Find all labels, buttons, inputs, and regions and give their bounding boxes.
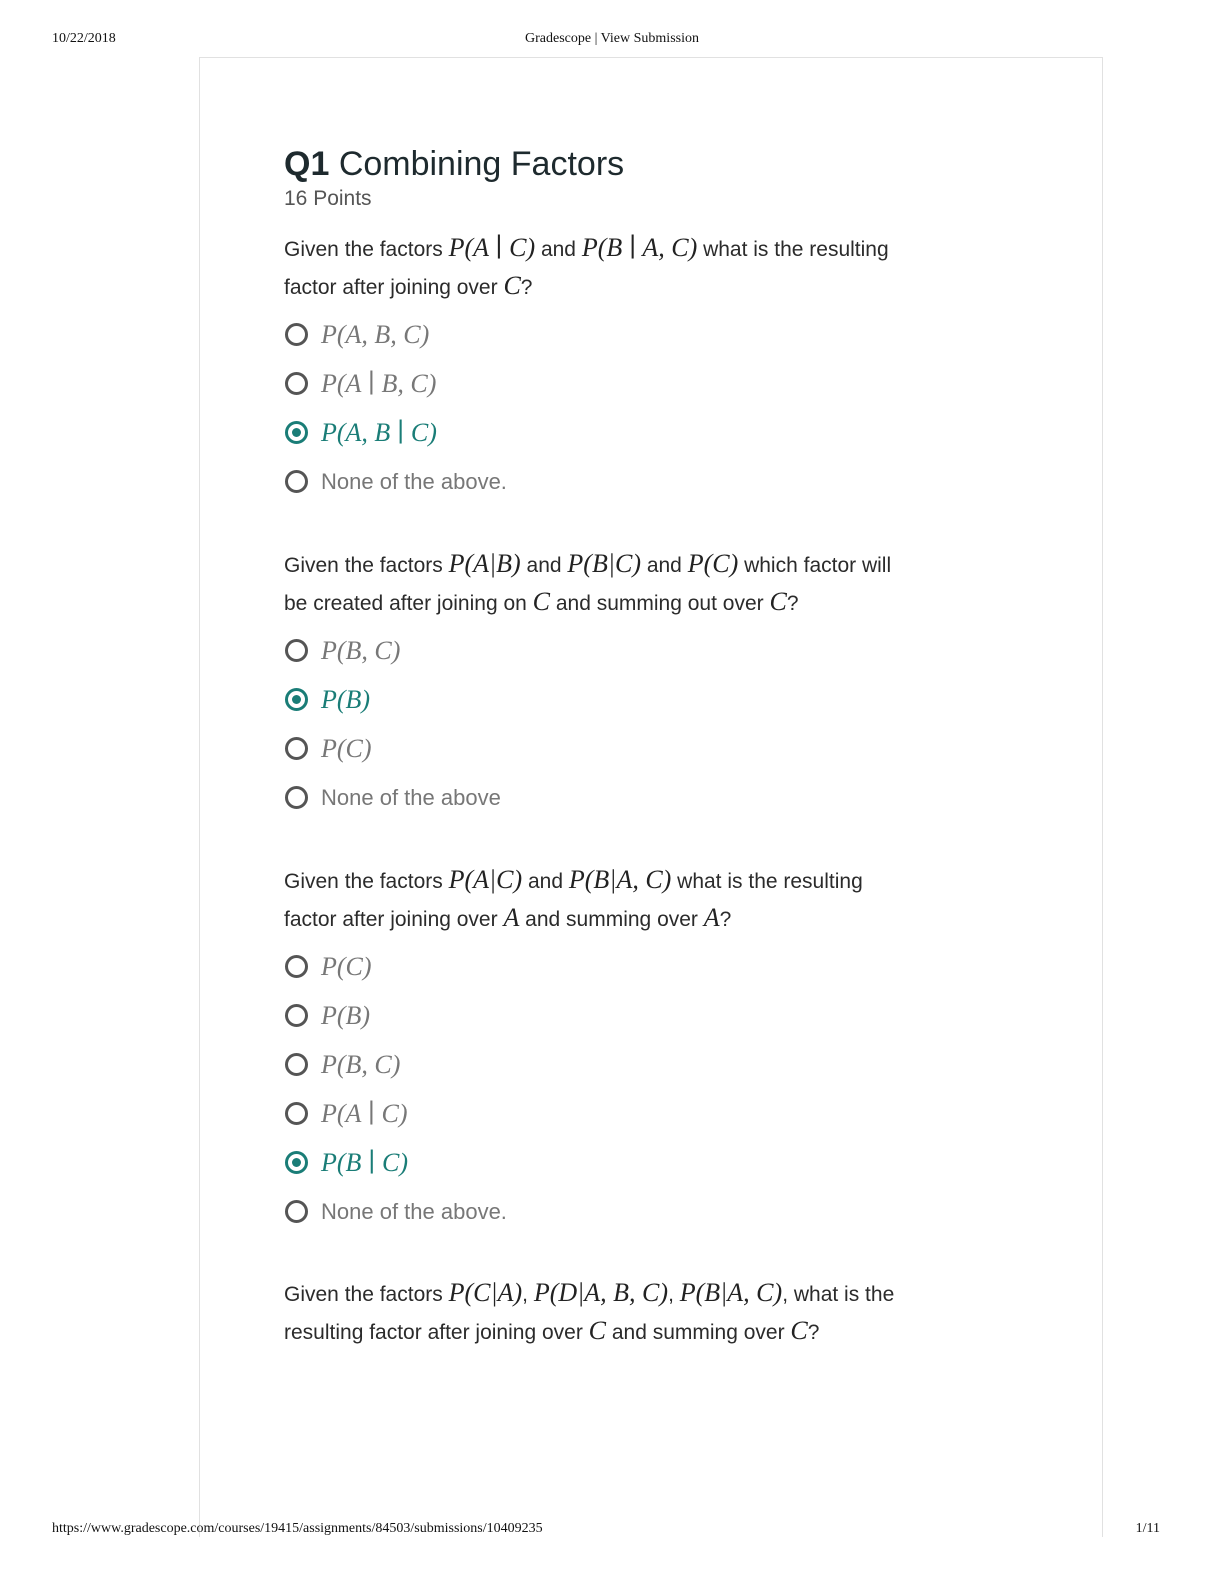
option-label: P(B, C) (321, 1049, 401, 1079)
print-header (0, 31, 1224, 51)
answer-option[interactable] (284, 942, 1024, 991)
print-title: Gradescope | View Submission (525, 31, 699, 46)
option-label: P(B, C) (321, 635, 401, 665)
prompt-text: and (640, 554, 688, 577)
radio-empty-icon[interactable] (285, 1004, 308, 1027)
prompt-text: ? (786, 592, 799, 615)
option-label: P(B) (321, 684, 371, 714)
prompt-text: ? (719, 908, 732, 931)
radio-filled-icon[interactable] (285, 1151, 308, 1174)
prompt-math: P(A|B) (448, 549, 521, 578)
prompt-math: P(B|A, C) (679, 1278, 783, 1307)
option-label: P(A ∣ C) (321, 1098, 408, 1128)
radio-empty-icon[interactable] (285, 639, 308, 662)
radio-empty-icon[interactable] (285, 955, 308, 978)
print-date: 10/22/2018 (52, 31, 116, 46)
prompt-math: P(D|A, B, C) (533, 1278, 669, 1307)
answer-option[interactable] (284, 724, 1024, 773)
prompt-text: factor after joining over (284, 908, 504, 931)
option-label: P(A, B, C) (321, 319, 430, 349)
radio-empty-icon[interactable] (285, 737, 308, 760)
answer-option[interactable] (284, 457, 1024, 506)
answer-option[interactable] (284, 1040, 1024, 1089)
radio-empty-icon[interactable] (285, 1102, 308, 1125)
radio-empty-icon[interactable] (285, 372, 308, 395)
prompt-text: and (522, 870, 569, 893)
prompt-text: be created after joining on (284, 592, 533, 615)
radio-empty-icon[interactable] (285, 323, 308, 346)
submission-card (199, 57, 1103, 1537)
prompt-math: C (790, 1316, 808, 1345)
prompt-math: C (588, 1316, 606, 1345)
answer-option[interactable] (284, 359, 1024, 408)
question-part-1 (284, 230, 1024, 506)
option-label: None of the above. (321, 468, 507, 494)
prompt-text: Given the factors (284, 870, 449, 893)
answer-option[interactable] (284, 310, 1024, 359)
print-url: https://www.gradescope.com/courses/19415/assignments/84503/submissions/10409235 (52, 1521, 543, 1536)
question-content (284, 144, 1024, 1345)
part-4-prompt (284, 1275, 1024, 1351)
radio-filled-icon[interactable] (285, 688, 308, 711)
option-label: P(A, B ∣ C) (321, 417, 437, 447)
part-3-options (284, 942, 1024, 1236)
option-label: None of the above (321, 784, 501, 810)
prompt-text: ? (520, 276, 533, 299)
prompt-text: factor after joining over (284, 276, 504, 299)
prompt-math: P(A ∣ C) (448, 233, 536, 262)
prompt-text: which factor will (738, 554, 892, 577)
part-1-options (284, 310, 1024, 506)
prompt-text: and (535, 238, 582, 261)
answer-option-selected[interactable] (284, 1138, 1024, 1187)
answer-option[interactable] (284, 991, 1024, 1040)
prompt-math: P(C|A) (448, 1278, 523, 1307)
radio-empty-icon[interactable] (285, 470, 308, 493)
radio-filled-icon[interactable] (285, 421, 308, 444)
prompt-text: Given the factors (284, 554, 449, 577)
part-1-prompt (284, 230, 1024, 306)
question-title (284, 144, 1024, 184)
prompt-text: resulting factor after joining over (284, 1321, 589, 1344)
prompt-text: what is the resulting (697, 238, 889, 261)
question-points: 16 Points (284, 187, 372, 210)
prompt-text: , (668, 1283, 680, 1306)
answer-option-selected[interactable] (284, 408, 1024, 457)
option-label: P(A ∣ B, C) (321, 368, 437, 398)
prompt-math: C (769, 587, 787, 616)
prompt-math: P(B|C) (567, 549, 641, 578)
part-2-options (284, 626, 1024, 822)
option-label: None of the above. (321, 1198, 507, 1224)
option-label: P(B ∣ C) (321, 1147, 408, 1177)
answer-option[interactable] (284, 1089, 1024, 1138)
prompt-math: P(A|C) (448, 865, 523, 894)
option-label: P(B) (321, 1000, 371, 1030)
prompt-text: and (520, 554, 568, 577)
part-2-prompt (284, 546, 1024, 622)
prompt-text: Given the factors (284, 238, 449, 261)
answer-option[interactable] (284, 1187, 1024, 1236)
prompt-text: what is the resulting (671, 870, 863, 893)
prompt-math: C (532, 587, 551, 616)
prompt-text: and summing out over (550, 592, 770, 615)
question-number: Q1 (284, 145, 330, 183)
radio-empty-icon[interactable] (285, 786, 308, 809)
prompt-text: and summing over (606, 1321, 791, 1344)
radio-empty-icon[interactable] (285, 1053, 308, 1076)
question-part-3 (284, 862, 1024, 1236)
prompt-math: P(B|A, C) (568, 865, 672, 894)
option-label: P(C) (321, 951, 372, 981)
answer-option-selected[interactable] (284, 675, 1024, 724)
prompt-text: Given the factors (284, 1283, 449, 1306)
part-3-prompt (284, 862, 1024, 938)
question-part-2 (284, 546, 1024, 822)
prompt-math: P(B ∣ A, C) (581, 233, 698, 262)
radio-empty-icon[interactable] (285, 1200, 308, 1223)
answer-option[interactable] (284, 626, 1024, 675)
prompt-math: A (703, 903, 720, 932)
prompt-math: C (503, 271, 521, 300)
prompt-text: , what is the (782, 1283, 895, 1306)
option-label: P(C) (321, 733, 372, 763)
question-title-text: Combining Factors (338, 145, 625, 183)
print-page-number: 1/11 (1135, 1521, 1160, 1536)
prompt-text: ? (807, 1321, 820, 1344)
prompt-text: , (522, 1283, 534, 1306)
prompt-math: P(C) (687, 549, 739, 578)
answer-option[interactable] (284, 773, 1024, 822)
question-part-4 (284, 1275, 1024, 1351)
prompt-math: A (503, 903, 520, 932)
print-footer (0, 1521, 1224, 1541)
prompt-text: and summing over (519, 908, 704, 931)
